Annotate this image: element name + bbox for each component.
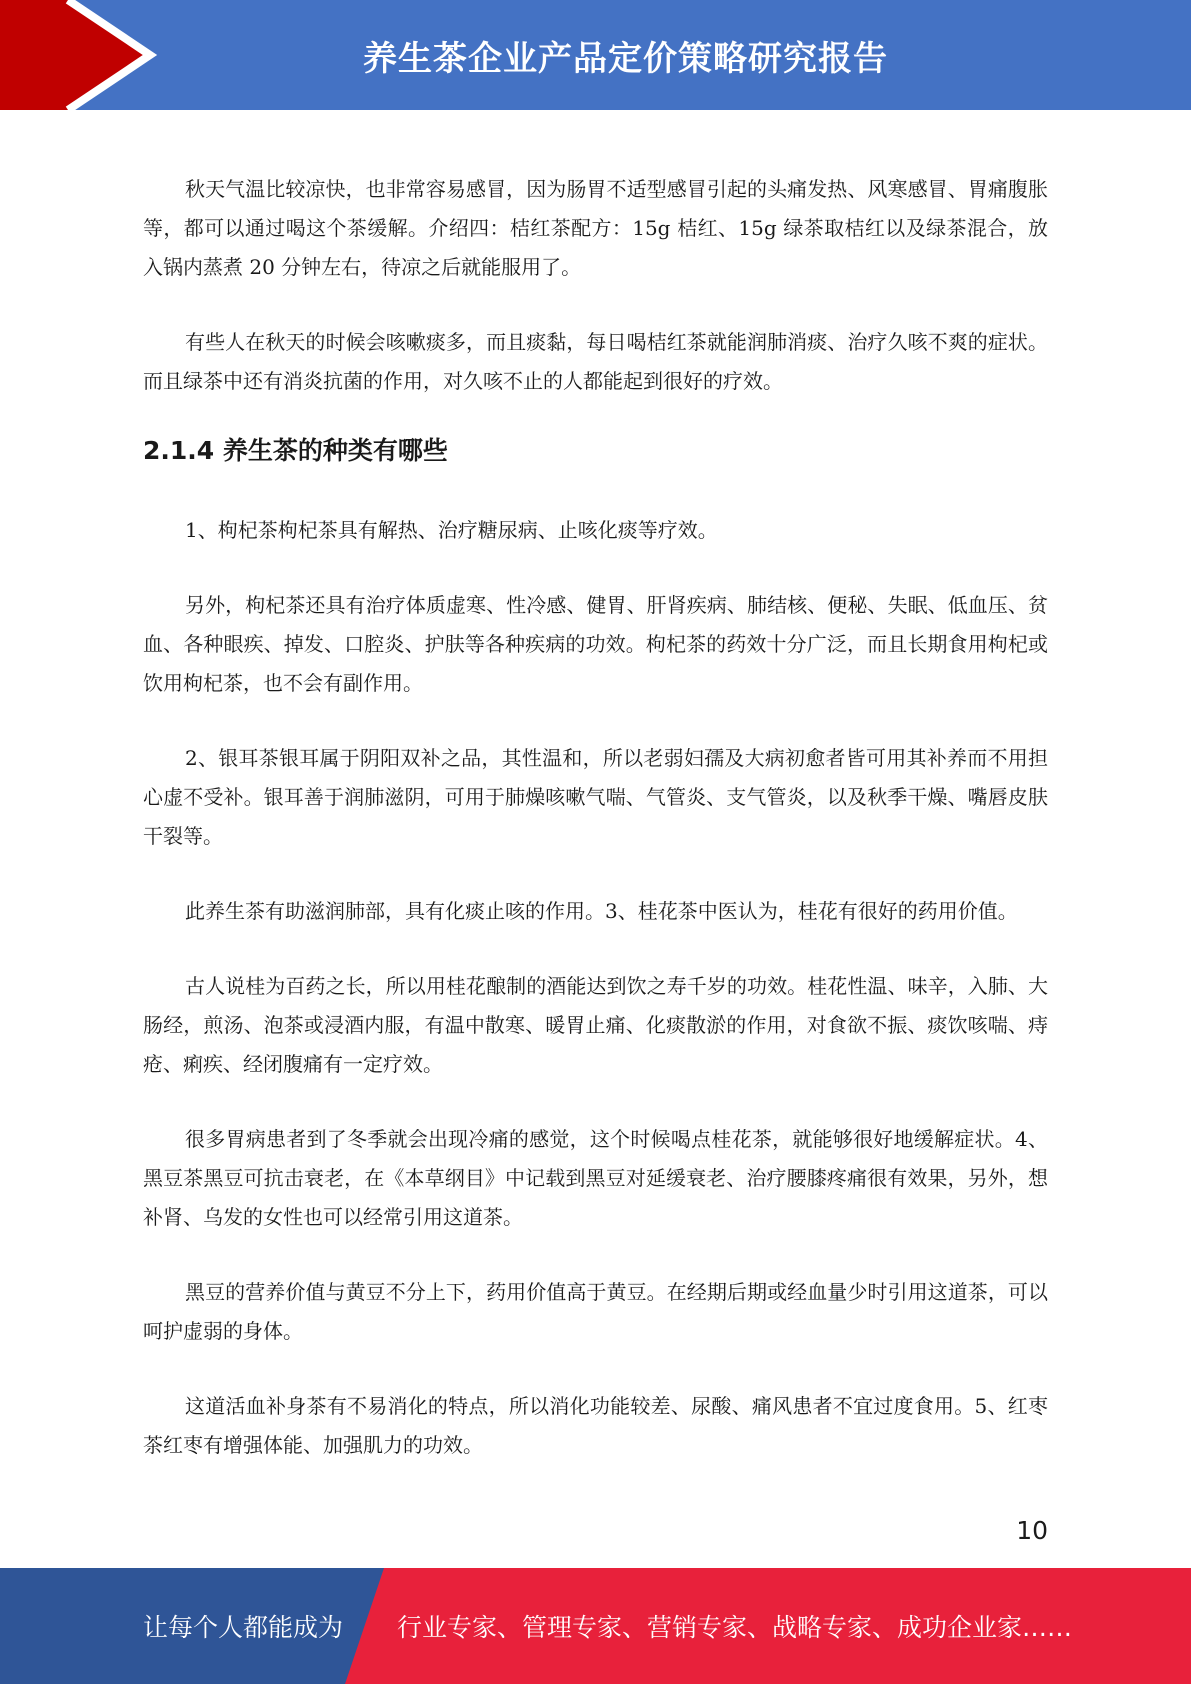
paragraph-jujube-tea: 这道活血补身茶有不易消化的特点，所以消化功能较差、尿酸、痛风患者不宜过度食用。5、红枣茶红枣有增强体能、加强肌力的功效。 <box>143 1394 1048 1457</box>
paragraph-black-bean-value: 黑豆的营养价值与黄豆不分上下，药用价值高于黄豆。在经期后期或经血量少时引用这道茶，可以呵护虚弱的身体。 <box>143 1280 1048 1343</box>
report-title: 养生茶企业产品定价策略研究报告 <box>363 38 888 79</box>
paragraph-autumn-cold: 秋天气温比较凉快，也非常容易感冒，因为肠胃不适型感冒引起的头痛发热、风寒感冒、胃痛腹胀等，都可以通过喝这个茶缓解。介绍四：桔红茶配方：15g 桔红、15g 绿茶取桔红以及绿茶混合，放入锅内蒸煮 20 分钟左右，待凉之后就能服用了。 <box>143 177 1048 279</box>
page-footer <box>0 1568 1191 1684</box>
paragraph-osmanthus-benefits: 古人说桂为百药之长，所以用桂花酿制的酒能达到饮之寿千岁的功效。桂花性温、味辛，入肺、大肠经，煎汤、泡茶或浸酒内服，有温中散寒、暖胃止痛、化痰散淤的作用，对食欲不振、痰饮咳喘、痔疮、痢疾、经闭腹痛有一定疗效。 <box>143 974 1048 1076</box>
paragraph-cough-phlegm: 有些人在秋天的时候会咳嗽痰多，而且痰黏，每日喝桔红茶就能润肺消痰、治疗久咳不爽的症状。而且绿茶中还有消炎抗菌的作用，对久咳不止的人都能起到很好的疗效。 <box>143 330 1048 393</box>
paragraph-goji-benefits: 另外，枸杞茶还具有治疗体质虚寒、性冷感、健胃、肝肾疾病、肺结核、便秘、失眠、低血压、贫血、各种眼疾、掉发、口腔炎、护肤等各种疾病的功效。枸杞茶的药效十分广泛，而且长期食用枸杞或饮用枸杞茶，也不会有副作用。 <box>143 593 1048 695</box>
paragraph-osmanthus-intro: 此养生茶有助滋润肺部，具有化痰止咳的作用。3、桂花茶中医认为，桂花有很好的药用价值。 <box>185 899 1018 923</box>
paragraph-black-bean-tea: 很多胃病患者到了冬季就会出现冷痛的感觉，这个时候喝点桂花茶，就能够很好地缓解症状。4、黑豆茶黑豆可抗击衰老，在《本草纲目》中记载到黑豆对延缓衰老、治疗腰膝疼痛很有效果，另外，想补肾、乌发的女性也可以经常引用这道茶。 <box>143 1127 1048 1229</box>
page-number: 10 <box>1016 1516 1048 1545</box>
header-chevron-decoration <box>0 0 160 110</box>
footer-slogan-right: 行业专家、管理专家、营销专家、战略专家、成功企业家…… <box>397 1613 1073 1642</box>
footer-slogan-left: 让每个人都能成为 <box>143 1613 344 1642</box>
document-body <box>143 170 1048 1465</box>
paragraph-goji-tea: 1、枸杞茶枸杞茶具有解热、治疗糖尿病、止咳化痰等疗效。 <box>185 518 718 542</box>
paragraph-tremella-tea: 2、银耳茶银耳属于阴阳双补之品，其性温和，所以老弱妇孺及大病初愈者皆可用其补养而不用担心虚不受补。银耳善于润肺滋阴，可用于肺燥咳嗽气喘、气管炎、支气管炎，以及秋季干燥、嘴唇皮肤干裂等。 <box>143 746 1048 848</box>
page-header <box>0 0 1191 110</box>
section-heading: 2.1.4 养生茶的种类有哪些 <box>143 436 448 465</box>
